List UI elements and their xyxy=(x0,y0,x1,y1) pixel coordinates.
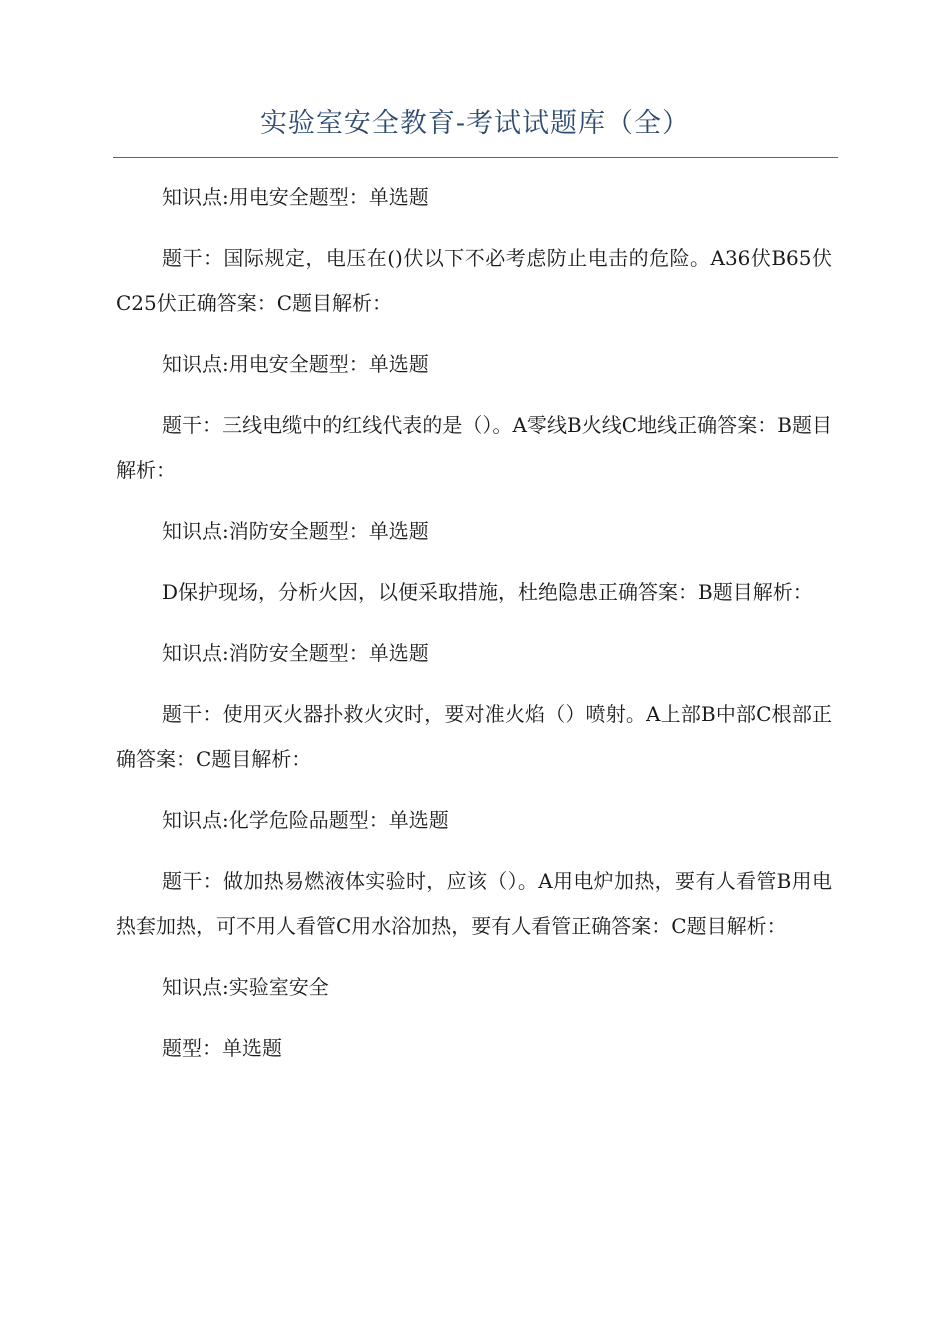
paragraph-question: 题干：国际规定，电压在()伏以下不必考虑防止电击的危险。A36伏B65伏C25伏正确答案：C题目解析： xyxy=(116,246,832,315)
paragraph-knowledge-point: 知识点:实验室安全 xyxy=(162,975,329,999)
paragraph-knowledge-point: 知识点:消防安全题型：单选题 xyxy=(162,641,429,665)
paragraph-knowledge-point: 知识点:消防安全题型：单选题 xyxy=(162,519,429,543)
document-body xyxy=(116,175,832,1087)
paragraph-knowledge-point: 知识点:用电安全题型：单选题 xyxy=(162,352,429,376)
paragraph-question-type: 题型：单选题 xyxy=(162,1036,282,1060)
paragraph-question: 题干：使用灭火器扑救火灾时，要对准火焰（）喷射。A上部B中部C根部正确答案：C题目解析： xyxy=(116,702,832,771)
document-title: 实验室安全教育-考试试题库（全） xyxy=(259,108,691,139)
paragraph-question: 题干：三线电缆中的红线代表的是（）。A零线B火线C地线正确答案：B题目解析： xyxy=(116,413,832,482)
title-divider xyxy=(113,157,838,158)
paragraph-knowledge-point: 知识点:化学危险品题型：单选题 xyxy=(162,808,449,832)
paragraph-knowledge-point: 知识点:用电安全题型：单选题 xyxy=(162,185,429,209)
paragraph-question: D保护现场，分析火因，以便采取措施，杜绝隐患正确答案：B题目解析： xyxy=(162,580,813,604)
paragraph-question: 题干：做加热易燃液体实验时，应该（）。A用电炉加热，要有人看管B用电热套加热，可不用人看管C用水浴加热，要有人看管正确答案：C题目解析： xyxy=(116,869,832,938)
